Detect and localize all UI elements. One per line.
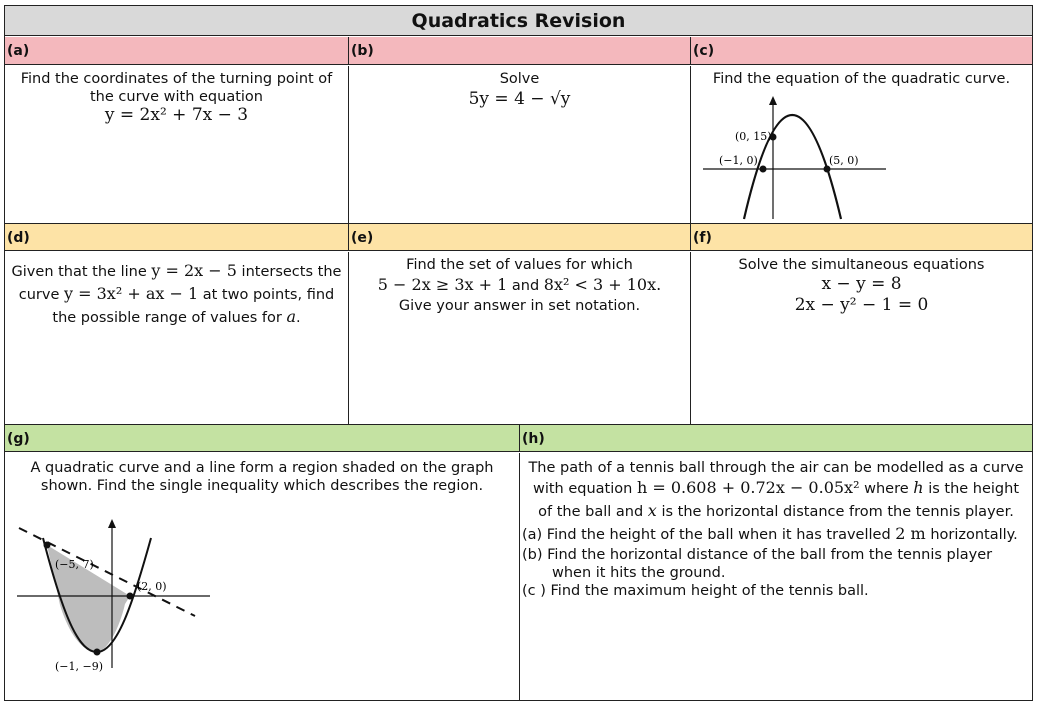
worksheet [4,5,1033,701]
c-line1: Find the equation of the quadratic curve. [712,71,1011,87]
d-text3: curve [18,287,60,303]
d-line3 [5,306,348,329]
h-var-h: h [913,478,924,497]
c-graph [691,86,891,221]
a-line1: Find the coordinates of the turning point of [20,71,333,87]
cell-c [690,66,1032,223]
h-q1-text2: horizontally. [930,527,1018,543]
d-eq2: y = 3x² + ax − 1 [64,284,199,303]
cell-d [5,252,348,424]
g-line2: shown. Find the single inequality which describes the region. [40,478,484,494]
a-line2: the curve with equation [90,89,263,105]
g-point-p3 [94,649,101,656]
cell-h [519,453,1032,700]
d-eq1: y = 2x − 5 [151,261,237,280]
d-text5: the possible range of values for [52,310,282,326]
d-text6: . [296,310,301,326]
cell-e [348,252,690,424]
h-question-a [520,523,1032,546]
c-label-p3: (5, 0) [829,154,859,167]
f-eq2: 2x − y² − 1 = 0 [794,295,929,315]
h-question-b1: (b) Find the horizontal distance of the ball from the tennis player [522,547,993,563]
h-text-where: where [864,481,909,497]
c-point-left [760,166,767,173]
d-text4: at two points, find [202,287,335,303]
g-label-p2: (2, 0) [137,580,167,593]
h-line3 [520,500,1032,523]
b-equation: 5y = 4 − √y [468,89,571,109]
cell-b [348,66,690,223]
g-line1: A quadratic curve and a line form a region shaded on the graph [30,460,494,476]
g-label-p1: (−5, 7) [55,558,94,571]
g-point-p2 [127,593,134,600]
h-question-b2: when it hits the ground. [552,565,726,581]
d-text2: intersects the [241,264,342,280]
e-line2 [349,274,690,297]
h-var-x: x [647,501,657,520]
label-g: (g) [5,424,519,452]
h-text-with-eq: with equation [532,481,633,497]
b-line1: Solve [499,71,540,87]
d-var: a [286,307,296,326]
page-title: Quadratics Revision [5,6,1032,36]
f-line1: Solve the simultaneous equations [738,257,985,273]
f-eq1: x − y = 8 [821,274,902,294]
h-equation: h = 0.608 + 0.72x − 0.05x² [636,478,860,497]
g-graph [5,508,220,678]
h-text-height: is the height [928,481,1020,497]
a-equation: y = 2x² + 7x − 3 [104,105,249,125]
label-h: (h) [519,424,1032,452]
d-line2 [5,283,348,306]
label-c: (c) [690,37,1032,65]
g-point-p1 [44,542,51,549]
label-b: (b) [348,37,690,65]
d-text1: Given that the line [11,264,147,280]
cell-a [5,66,348,223]
cell-f [690,252,1032,424]
e-line1: Find the set of values for which [406,257,633,273]
c-label-p1: (0, 15) [735,130,772,143]
c-y-arrow [769,96,777,105]
e-line3: Give your answer in set notation. [398,298,641,314]
label-e: (e) [348,223,690,251]
h-text-distance: is the horizontal distance from the tennis player. [661,504,1014,520]
g-y-arrow [108,519,116,528]
label-a: (a) [5,37,348,65]
h-line1: The path of a tennis ball through the air can be modelled as a curve [528,460,1024,476]
c-label-p2: (−1, 0) [719,154,758,167]
d-line1 [5,260,348,283]
label-f: (f) [690,223,1032,251]
h-q1-text: (a) Find the height of the ball when it has travelled [522,527,891,543]
h-q1-value: 2 m [895,524,926,543]
e-and: and [511,278,540,294]
cell-g [5,453,519,700]
e-ineq2: 8x² < 3 + 10x. [543,275,662,294]
g-label-p3: (−1, −9) [55,660,104,673]
e-ineq1: 5 − 2x ≥ 3x + 1 [377,275,508,294]
h-line2 [520,477,1032,500]
h-text-ball: of the ball and [538,504,644,520]
h-question-c: (c ) Find the maximum height of the tennis ball. [522,583,869,599]
label-d: (d) [5,223,348,251]
